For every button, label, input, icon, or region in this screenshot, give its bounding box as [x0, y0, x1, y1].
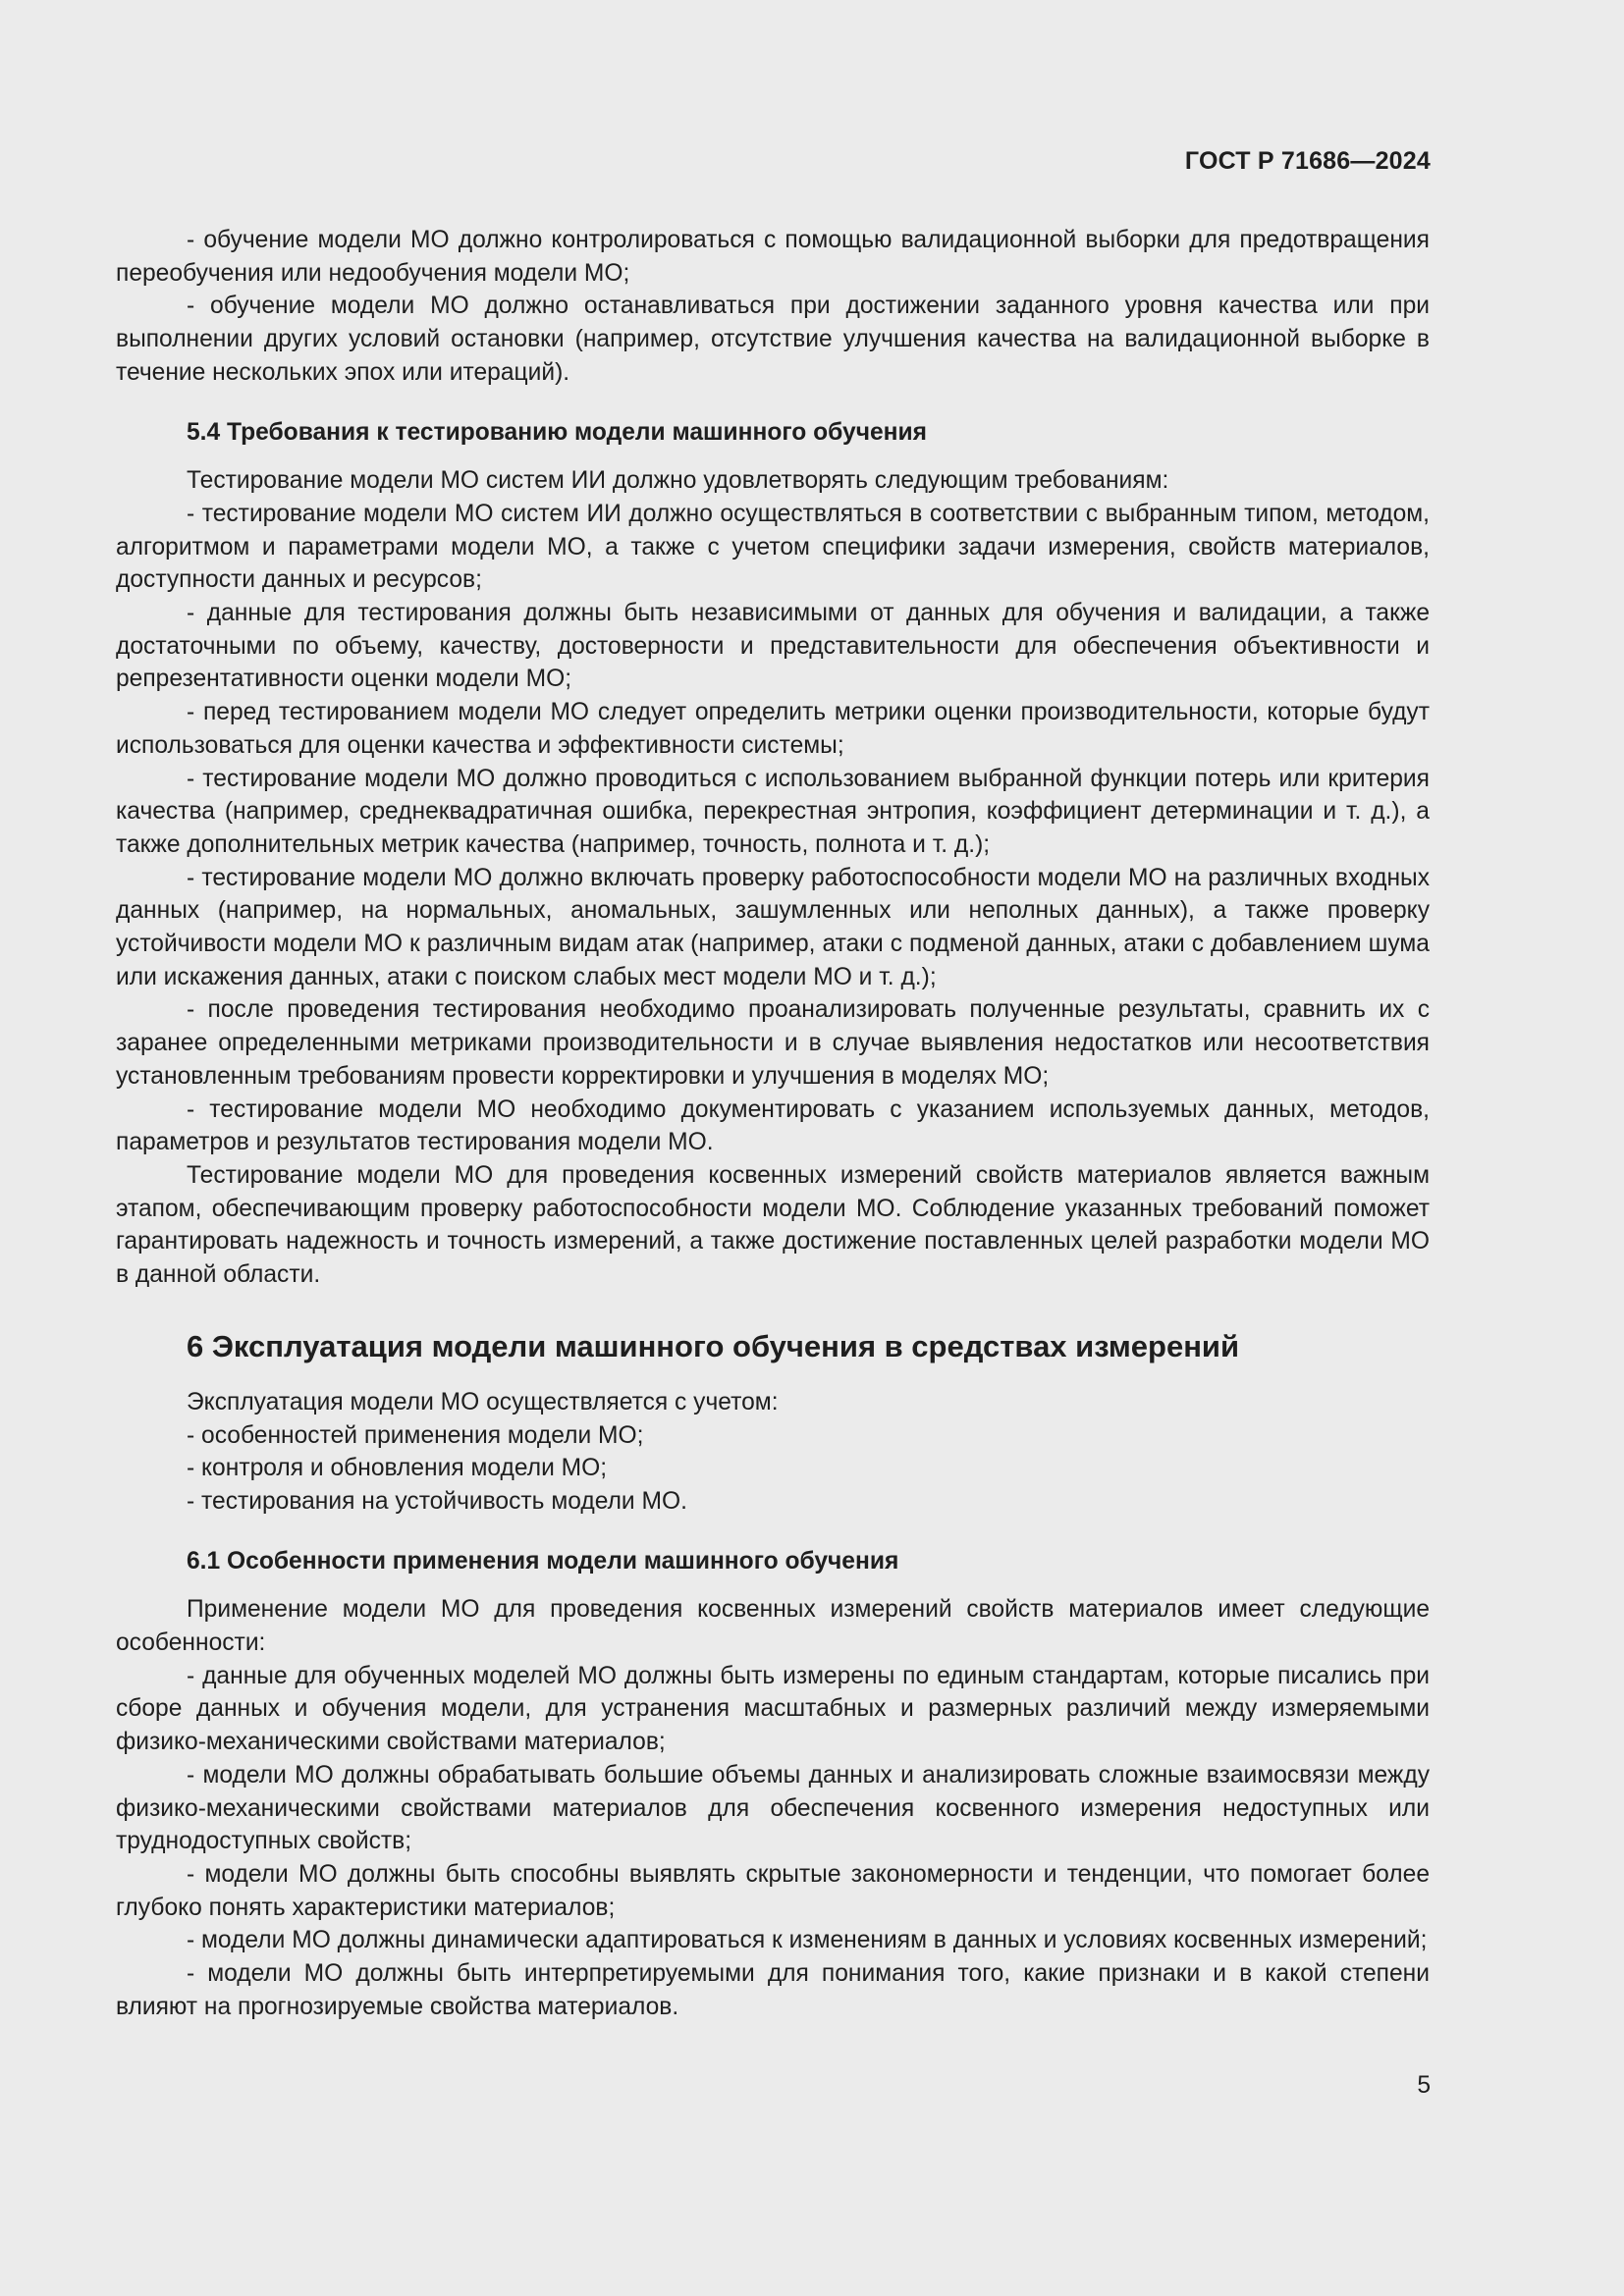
section-5-4-heading: 5.4 Требования к тестированию модели машинного обучения — [187, 418, 927, 446]
list-item: - обучение модели МО должно контролироваться с помощью валидационной выборки для предотвращения переобучения или недообучения модели МО; — [116, 227, 1430, 287]
page-number: 5 — [1417, 2072, 1431, 2099]
list-item: - тестирование модели МО систем ИИ должно осуществляться в соответствии с выбранным типом, методом, алгоритмом и параметрами модели МО, а также с учетом специфики задачи измерения, свойств материалов, доступности данных и ресурсов; — [116, 500, 1430, 594]
page-content — [116, 224, 1430, 2023]
list-item: - контроля и обновления модели МО; — [187, 1455, 608, 1482]
list-item: - модели МО должны динамически адаптироваться к изменениям в данных и условиях косвенных измерений; — [187, 1927, 1428, 1954]
standard-code: ГОСТ Р 71686—2024 — [1184, 147, 1431, 175]
list-item: - тестирование модели МО необходимо документировать с указанием используемых данных, методов, параметров и результатов тестирования модели МО. — [116, 1095, 1430, 1156]
list-item: - особенностей применения модели МО; — [187, 1421, 644, 1449]
list-item: - тестирование модели МО должно включать проверку работоспособности модели МО на различных входных данных (например, на нормальных, аномальных, зашумленных или неполных данных), а также проверку устойчивости модели МО к различным видам атак (например, атаки с подменой данных, атаки с добавлением шума или искажения данных, атаки с поиском слабых мест модели МО и т. д.); — [116, 864, 1430, 990]
section-5-4-lead: Тестирование модели МО систем ИИ должно удовлетворять следующим требованиям: — [187, 467, 1169, 495]
list-item: - модели МО должны быть интерпретируемыми для понимания того, какие признаки и в какой степени влияют на прогнозируемые свойства материалов. — [116, 1960, 1430, 2020]
list-item: - модели МО должны быть способны выявлять скрытые закономерности и тенденции, что помогает более глубоко понять характеристики материалов; — [116, 1860, 1430, 1921]
list-item: - перед тестированием модели МО следует определить метрики оценки производительности, которые будут использоваться для оценки качества и эффективности системы; — [116, 699, 1430, 759]
list-item: - данные для тестирования должны быть независимыми от данных для обучения и валидации, а также достаточными по объему, качеству, достоверности и представительности для обеспечения объективности и репрезентативности оценки модели МО; — [116, 600, 1430, 693]
list-item: - обучение модели МО должно останавливаться при достижении заданного уровня качества или при выполнении других условий остановки (например, отсутствие улучшения качества на валидационной выборке в течение нескольких эпох или итераций). — [116, 293, 1430, 386]
section-5-4-conclusion: Тестирование модели МО для проведения косвенных измерений свойств материалов является важным этапом, обеспечивающим проверку работоспособности модели МО. Соблюдение указанных требований поможет гарантировать надежность и точность измерений, а также достижение поставленных целей разработки модели МО в данной области. — [116, 1161, 1430, 1289]
section-6-1-lead: Применение модели МО для проведения косвенных измерений свойств материалов имеет следующие особенности: — [116, 1596, 1430, 1657]
list-item: - данные для обученных моделей МО должны быть измерены по единым стандартам, которые писались при сборе данных и обучения модели, для устранения масштабных и размерных различий между измеряемыми физико-механическими свойствами материалов; — [116, 1662, 1430, 1756]
list-item: - тестирования на устойчивость модели МО. — [187, 1487, 687, 1515]
section-6-lead: Эксплуатация модели МО осуществляется с учетом: — [187, 1388, 779, 1415]
list-item: - после проведения тестирования необходимо проанализировать полученные результаты, сравнить их с заранее определенными метриками производительности и в случае выявления недостатков или несоответствия установленным требованиям провести корректировки и улучшения в моделях МО; — [116, 996, 1430, 1090]
section-6-1-heading: 6.1 Особенности применения модели машинного обучения — [187, 1547, 899, 1575]
list-item: - модели МО должны обрабатывать большие объемы данных и анализировать сложные взаимосвязи между физико-механическими свойствами материалов для обеспечения косвенного измерения недоступных или труднодоступных свойств; — [116, 1761, 1430, 1855]
section-6-heading: 6 Эксплуатация модели машинного обучения в средствах измерений — [187, 1328, 1240, 1363]
list-item: - тестирование модели МО должно проводиться с использованием выбранной функции потерь или критерия качества (например, среднеквадратичная ошибка, перекрестная энтропия, коэффициент детерминации и т. д.), а также дополнительных метрик качества (например, точность, полнота и т. д.); — [116, 765, 1430, 858]
